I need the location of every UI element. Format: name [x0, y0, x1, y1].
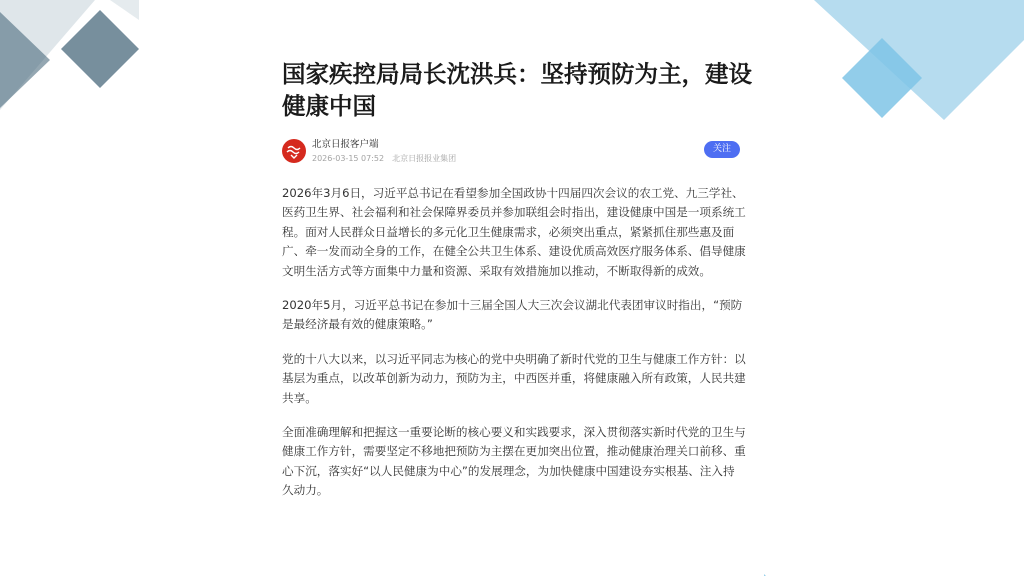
article-paragraph: 2026年3月6日，习近平总书记在看望参加全国政协十四届四次会议的农工党、九三学社、医药卫生界、社会福利和社会保障界委员并参加联组会时指出，建设健康中国是一项系统工程。面对人民群众日益增长的多元化卫生健康需求，必须突出重点，紧紧抓住那些惠及面广、牵一发而动全身的工作，在健全公共卫生体系、建设优质高效医疗服务体系、倡导健康文明生活方式等方面集中力量和资源、采取有效措施加以推动，不断取得新的成效。 [282, 186, 746, 278]
decorative-diamonds-top-left [0, 0, 150, 140]
article-title: 国家疾控局局长沈洪兵：坚持预防为主，建设健康中国 [282, 60, 752, 120]
publish-meta [312, 153, 456, 164]
article-card [264, 36, 764, 576]
publisher-source: 北京日报报业集团 [392, 154, 457, 163]
follow-button[interactable]: 关注 [704, 141, 740, 158]
beijing-daily-logo-icon[interactable] [282, 139, 306, 163]
decorative-diamonds-top-right [784, 0, 1024, 140]
author-name[interactable]: 北京日报客户端 [312, 139, 379, 150]
publish-timestamp: 2026-03-15 07:52 [312, 154, 385, 163]
article-paragraph: 全面准确理解和把握这一重要论断的核心要义和实践要求，深入贯彻落实新时代党的卫生与健康工作方针，需要坚定不移地把预防为主摆在更加突出位置，推动健康治理关口前移、重心下沉，落实好“以人民健康为中心”的发展理念，为加快健康中国建设夯实根基、注入持久动力。 [282, 425, 746, 498]
author-info [282, 138, 740, 166]
article-paragraph: 2020年5月，习近平总书记在参加十三届全国人大三次会议湖北代表团审议时指出，“预防是最经济最有效的健康策略。” [282, 298, 743, 332]
article-paragraph: 党的十八大以来，以习近平同志为核心的党中央明确了新时代党的卫生与健康工作方针：以基层为重点，以改革创新为动力，预防为主，中西医并重，将健康融入所有政策，人民共建共享。 [282, 351, 746, 405]
article-body [282, 184, 746, 516]
